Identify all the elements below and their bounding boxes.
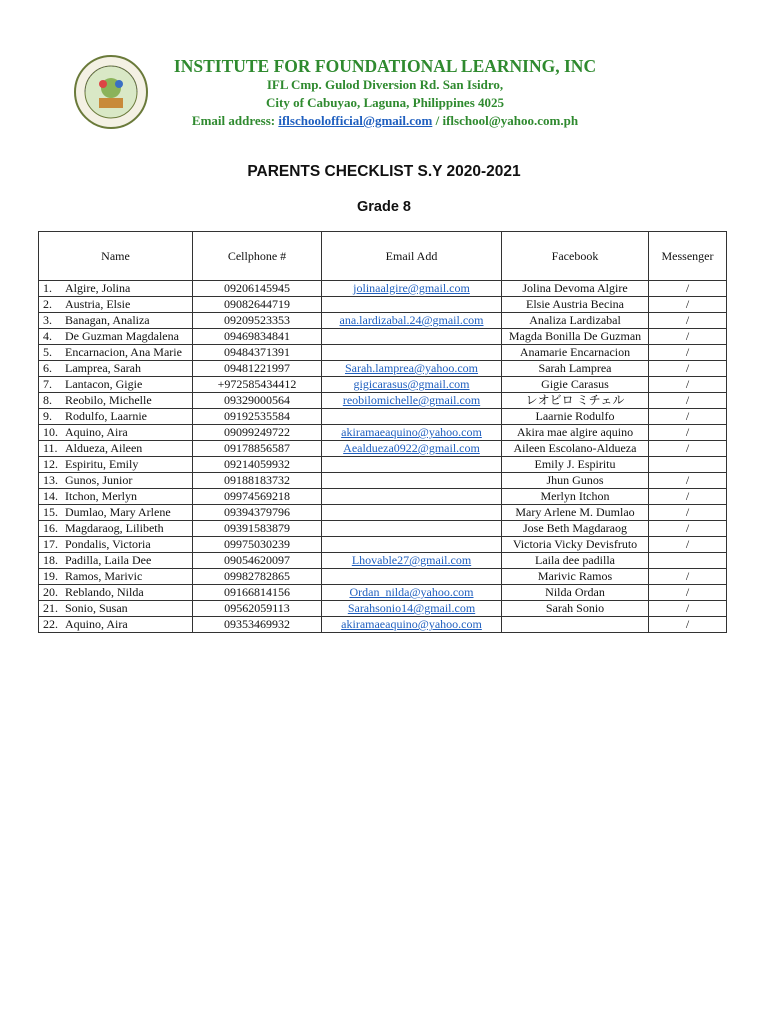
parent-name: Itchon, Merlyn — [65, 489, 137, 503]
row-number: 3. — [43, 313, 52, 327]
cell-facebook: Analiza Lardizabal — [502, 313, 649, 329]
cell-facebook: Sarah Lamprea — [502, 361, 649, 377]
parent-name: Austria, Elsie — [65, 297, 131, 311]
cell-name — [39, 569, 193, 585]
organization-name: INSTITUTE FOR FOUNDATIONAL LEARNING, INC — [173, 56, 597, 76]
cell-name — [39, 329, 193, 345]
cell-name — [39, 313, 193, 329]
table-row — [39, 297, 727, 313]
table-row — [39, 361, 727, 377]
cell-email — [322, 521, 502, 537]
cell-cellphone: 09481221997 — [193, 361, 322, 377]
parent-name: Banagan, Analiza — [65, 313, 150, 327]
table-row — [39, 553, 727, 569]
parent-name: Aquino, Aira — [65, 425, 128, 439]
cell-facebook: Akira mae algire aquino — [502, 425, 649, 441]
table-row — [39, 313, 727, 329]
cell-messenger: / — [649, 441, 727, 457]
cell-facebook: Merlyn Itchon — [502, 489, 649, 505]
cell-messenger: / — [649, 313, 727, 329]
cell-name — [39, 297, 193, 313]
cell-facebook: Jhun Gunos — [502, 473, 649, 489]
cell-facebook: Sarah Sonio — [502, 601, 649, 617]
table-row — [39, 441, 727, 457]
cell-messenger: / — [649, 537, 727, 553]
document-title: PARENTS CHECKLIST S.Y 2020-2021 — [247, 163, 521, 180]
cell-name — [39, 521, 193, 537]
header-messenger: Messenger — [649, 232, 727, 281]
cell-name — [39, 377, 193, 393]
letterhead — [165, 56, 605, 130]
cell-facebook: レオビロ ミチェル — [502, 393, 649, 409]
cell-email — [322, 281, 502, 297]
cell-email — [322, 409, 502, 425]
cell-email — [322, 569, 502, 585]
cell-messenger: / — [649, 473, 727, 489]
email-link[interactable]: jolinaalgire@gmail.com — [353, 281, 470, 295]
address-line-2: City of Cabuyao, Laguna, Philippines 4025 — [265, 95, 505, 110]
cell-messenger: / — [649, 617, 727, 633]
table-row — [39, 377, 727, 393]
email-link[interactable]: Ordan_nilda@yahoo.com — [349, 585, 474, 599]
cell-messenger — [649, 553, 727, 569]
table-row — [39, 329, 727, 345]
parent-name: Algire, Jolina — [65, 281, 131, 295]
parent-name: Lantacon, Gigie — [65, 377, 143, 391]
email-link[interactable]: gigicarasus@gmail.com — [353, 377, 470, 391]
table-row — [39, 473, 727, 489]
cell-facebook: Victoria Vicky Devisfruto — [502, 537, 649, 553]
cell-messenger: / — [649, 505, 727, 521]
school-logo — [73, 54, 149, 130]
cell-facebook: Emily J. Espiritu — [502, 457, 649, 473]
table-row — [39, 393, 727, 409]
email-link[interactable]: Lhovable27@gmail.com — [351, 553, 472, 567]
cell-facebook: Mary Arlene M. Dumlao — [502, 505, 649, 521]
header-email: Email Add — [322, 232, 502, 281]
cell-cellphone: 09054620097 — [193, 553, 322, 569]
parent-name: Magdaraog, Lilibeth — [65, 521, 164, 535]
cell-cellphone: 09562059113 — [193, 601, 322, 617]
cell-cellphone: 09391583879 — [193, 521, 322, 537]
email-link[interactable]: akiramaeaquino@yahoo.com — [341, 617, 482, 631]
row-number: 22. — [43, 617, 58, 631]
cell-cellphone: 09206145945 — [193, 281, 322, 297]
cell-name — [39, 553, 193, 569]
cell-messenger: / — [649, 489, 727, 505]
cell-facebook: Marivic Ramos — [502, 569, 649, 585]
cell-cellphone: 09214059932 — [193, 457, 322, 473]
cell-messenger: / — [649, 425, 727, 441]
cell-email — [322, 393, 502, 409]
row-number: 8. — [43, 393, 52, 407]
parent-name: Reblando, Nilda — [65, 585, 144, 599]
cell-cellphone: 09188183732 — [193, 473, 322, 489]
parent-name: Pondalis, Victoria — [65, 537, 151, 551]
table-row — [39, 281, 727, 297]
parent-name: Encarnacion, Ana Marie — [65, 345, 182, 359]
email-alt: iflschool@yahoo.com.ph — [442, 113, 579, 128]
cell-facebook: Elsie Austria Becina — [502, 297, 649, 313]
cell-email — [322, 425, 502, 441]
row-number: 2. — [43, 297, 52, 311]
row-number: 12. — [43, 457, 58, 471]
cell-cellphone: 09082644719 — [193, 297, 322, 313]
header-cellphone: Cellphone # — [193, 232, 322, 281]
cell-email — [322, 361, 502, 377]
table-row — [39, 505, 727, 521]
table-row — [39, 345, 727, 361]
email-link[interactable]: Sarahsonio14@gmail.com — [347, 601, 476, 615]
cell-cellphone: 09329000564 — [193, 393, 322, 409]
table-row — [39, 409, 727, 425]
parent-name: De Guzman Magdalena — [65, 329, 179, 343]
parent-name: Ramos, Marivic — [65, 569, 143, 583]
table-row — [39, 617, 727, 633]
cell-messenger: / — [649, 297, 727, 313]
email-link-official[interactable]: iflschoolofficial@gmail.com — [278, 113, 433, 128]
cell-facebook: Anamarie Encarnacion — [502, 345, 649, 361]
cell-cellphone: 09394379796 — [193, 505, 322, 521]
cell-cellphone: 09974569218 — [193, 489, 322, 505]
cell-email — [322, 537, 502, 553]
cell-cellphone: 09469834841 — [193, 329, 322, 345]
table-row — [39, 457, 727, 473]
parent-name: Gunos, Junior — [65, 473, 133, 487]
cell-messenger: / — [649, 345, 727, 361]
cell-cellphone: 09982782865 — [193, 569, 322, 585]
parent-name: Aldueza, Aileen — [65, 441, 143, 455]
cell-messenger: / — [649, 361, 727, 377]
parent-name: Reobilo, Michelle — [65, 393, 152, 407]
row-number: 21. — [43, 601, 58, 615]
table-row — [39, 585, 727, 601]
cell-messenger: / — [649, 393, 727, 409]
cell-name — [39, 617, 193, 633]
cell-name — [39, 505, 193, 521]
cell-email — [322, 377, 502, 393]
row-number: 11. — [43, 441, 58, 455]
cell-name — [39, 537, 193, 553]
cell-email — [322, 313, 502, 329]
table-header-row — [39, 232, 727, 281]
cell-name — [39, 393, 193, 409]
cell-name — [39, 473, 193, 489]
table-row — [39, 537, 727, 553]
cell-cellphone: 09099249722 — [193, 425, 322, 441]
row-number: 5. — [43, 345, 52, 359]
cell-cellphone: +972585434412 — [193, 377, 322, 393]
grade-heading: Grade 8 — [357, 199, 411, 215]
cell-cellphone: 09975030239 — [193, 537, 322, 553]
cell-messenger: / — [649, 569, 727, 585]
email-link[interactable]: akiramaeaquino@yahoo.com — [341, 425, 482, 439]
row-number: 13. — [43, 473, 58, 487]
parent-name: Dumlao, Mary Arlene — [65, 505, 171, 519]
cell-name — [39, 361, 193, 377]
email-line — [165, 112, 605, 130]
row-number: 19. — [43, 569, 58, 583]
cell-email — [322, 601, 502, 617]
cell-name — [39, 585, 193, 601]
row-number: 7. — [43, 377, 52, 391]
cell-email — [322, 441, 502, 457]
row-number: 15. — [43, 505, 58, 519]
header-facebook: Facebook — [502, 232, 649, 281]
parent-name: Espiritu, Emily — [65, 457, 139, 471]
cell-email — [322, 329, 502, 345]
row-number: 4. — [43, 329, 52, 343]
parent-name: Sonio, Susan — [65, 601, 128, 615]
row-number: 10. — [43, 425, 58, 439]
cell-messenger: / — [649, 377, 727, 393]
cell-name — [39, 425, 193, 441]
cell-cellphone: 09353469932 — [193, 617, 322, 633]
parent-name: Lamprea, Sarah — [65, 361, 141, 375]
table-row — [39, 601, 727, 617]
parents-checklist-table — [38, 231, 727, 633]
header-name: Name — [39, 232, 193, 281]
email-link[interactable]: Aealdueza0922@gmail.com — [343, 441, 480, 455]
parent-name: Padilla, Laila Dee — [65, 553, 152, 567]
cell-messenger: / — [649, 329, 727, 345]
cell-name — [39, 441, 193, 457]
cell-name — [39, 345, 193, 361]
cell-name — [39, 601, 193, 617]
table-row — [39, 569, 727, 585]
table-row — [39, 489, 727, 505]
cell-email — [322, 473, 502, 489]
cell-facebook: Jolina Devoma Algire — [502, 281, 649, 297]
table-row — [39, 425, 727, 441]
cell-name — [39, 457, 193, 473]
row-number: 18. — [43, 553, 58, 567]
parent-name: Aquino, Aira — [65, 617, 128, 631]
cell-email — [322, 345, 502, 361]
email-link[interactable]: ana.lardizabal.24@gmail.com — [339, 313, 484, 327]
cell-facebook: Nilda Ordan — [502, 585, 649, 601]
email-link[interactable]: reobilomichelle@gmail.com — [342, 393, 481, 407]
cell-facebook: Laila dee padilla — [502, 553, 649, 569]
cell-facebook: Gigie Carasus — [502, 377, 649, 393]
cell-facebook: Aileen Escolano-Aldueza — [502, 441, 649, 457]
cell-facebook: Jose Beth Magdaraog — [502, 521, 649, 537]
address-line-1: IFL Cmp. Gulod Diversion Rd. San Isidro, — [266, 77, 504, 92]
cell-messenger: / — [649, 281, 727, 297]
parent-name: Rodulfo, Laarnie — [65, 409, 147, 423]
cell-messenger: / — [649, 521, 727, 537]
email-label: Email address: — [191, 113, 279, 128]
row-number: 1. — [43, 281, 52, 295]
cell-facebook: Magda Bonilla De Guzman — [502, 329, 649, 345]
cell-name — [39, 281, 193, 297]
cell-cellphone: 09192535584 — [193, 409, 322, 425]
cell-messenger: / — [649, 409, 727, 425]
row-number: 20. — [43, 585, 58, 599]
cell-messenger — [649, 457, 727, 473]
row-number: 16. — [43, 521, 58, 535]
cell-email — [322, 617, 502, 633]
cell-name — [39, 489, 193, 505]
cell-facebook — [502, 617, 649, 633]
cell-messenger: / — [649, 585, 727, 601]
cell-cellphone: 09166814156 — [193, 585, 322, 601]
row-number: 14. — [43, 489, 58, 503]
row-number: 17. — [43, 537, 58, 551]
cell-name — [39, 409, 193, 425]
cell-email — [322, 457, 502, 473]
cell-email — [322, 553, 502, 569]
cell-cellphone: 09178856587 — [193, 441, 322, 457]
cell-email — [322, 297, 502, 313]
cell-messenger: / — [649, 601, 727, 617]
table-row — [39, 521, 727, 537]
cell-email — [322, 489, 502, 505]
email-separator: / — [432, 113, 443, 128]
email-link[interactable]: Sarah.lamprea@yahoo.com — [344, 361, 478, 375]
row-number: 9. — [43, 409, 52, 423]
cell-email — [322, 585, 502, 601]
cell-cellphone: 09209523353 — [193, 313, 322, 329]
cell-email — [322, 505, 502, 521]
cell-cellphone: 09484371391 — [193, 345, 322, 361]
row-number: 6. — [43, 361, 52, 375]
cell-facebook: Laarnie Rodulfo — [502, 409, 649, 425]
